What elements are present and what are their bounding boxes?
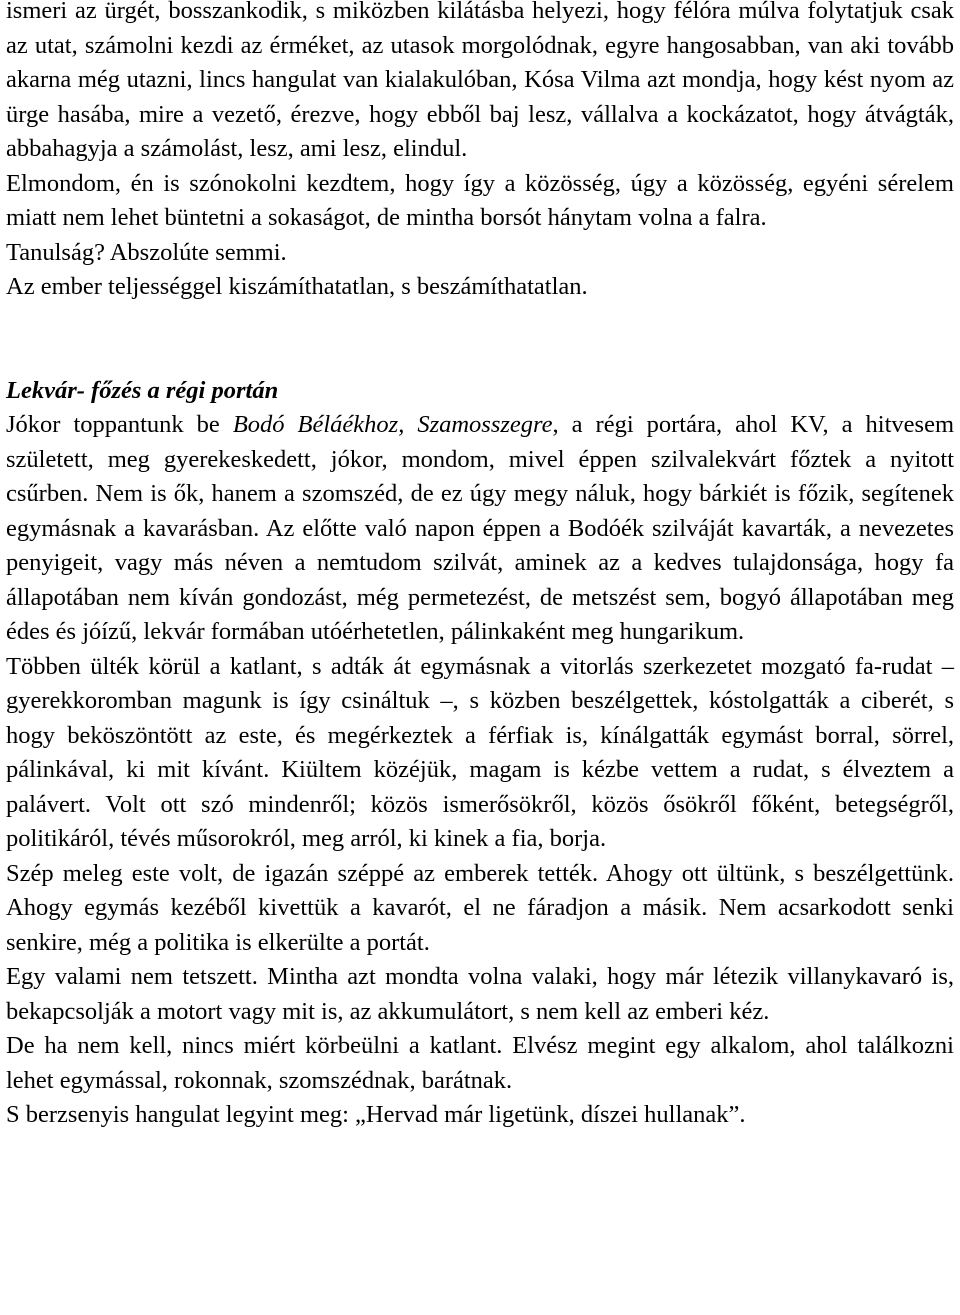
- section-lekvar-fozes: [6, 374, 954, 1133]
- paragraph: Szép meleg este volt, de igazán széppé az emberek tették. Ahogy ott ültünk, s beszélgettünk. Ahogy egymás kezéből kivettük a kavarót, el ne fáradjon a másik. Nem acsarkodott senki senkire, még a politika is elkerülte a portát.: [6, 859, 954, 956]
- italic-text-run: Bodó Béláékhoz, Szamosszegre: [232, 411, 553, 438]
- paragraph: S berzsenyis hangulat legyint meg: „Hervad már ligetünk, díszei hullanak”.: [6, 1101, 746, 1128]
- paragraph: Az ember teljességgel kiszámíthatatlan, s beszámíthatatlan.: [6, 273, 588, 300]
- text-run: Jókor toppantunk be: [6, 411, 233, 438]
- paragraph: ismeri az ürgét, bosszankodik, s miközben kilátásba helyezi, hogy félóra múlva folytatjuk csak az utat, számolni kezdi az érméket, az utasok morgolódnak, egyre hangosabban, van aki tovább akarna még utazni, lincs hangulat van kialakulóban, Kósa Vilma azt mondja, hogy kést nyom az ürge hasába, mire a vezető, érezve, hogy ebből baj lesz, vállalva a kockázatot, hogy átvágták, abbahagyja a számolást, lesz, ami lesz, elindul.: [6, 0, 954, 162]
- paragraph: Egy valami nem tetszett. Mintha azt mondta volna valaki, hogy már létezik villanykavaró is, bekapcsolják a motort vagy mit is, az akkumulátort, s nem kell az emberi kéz.: [6, 963, 954, 1025]
- paragraph: [6, 408, 954, 650]
- paragraph: Tanulság? Abszolúte semmi.: [6, 238, 287, 266]
- section-heading: Lekvár- főzés a régi portán: [6, 376, 279, 404]
- paragraph: De ha nem kell, nincs miért körbeülni a katlant. Elvész megint egy alkalom, ahol találkozni lehet egymással, rokonnak, szomszédnak, barátnak.: [6, 1032, 954, 1094]
- section-gap: [6, 305, 954, 374]
- section-previous-story: [6, 0, 954, 305]
- paragraph: Többen ülték körül a katlant, s adták át egymásnak a vitorlás szerkezetet mozgató fa-rudat – gyerekkoromban magunk is így csináltuk –, s közben beszélgettek, kóstolgatták a ciberét, s hogy beköszöntött az este, és megérkeztek a férfiak is, kínálgatták egymást borral, sörrel, pálinkával, ki mit kívánt. Kiültem közéjük, magam is kézbe vettem a rudat, s élveztem a palávert. Volt ott szó mindenről; közös ismerősökről, közös ősökről főként, betegségről, politikáról, tévés műsorokról, meg arról, ki kinek a fia, borja.: [6, 652, 954, 852]
- paragraph: Elmondom, én is szónokolni kezdtem, hogy így a közösség, úgy a közösség, egyéni sérelem miatt nem lehet büntetni a sokaságot, de mintha borsót hánytam volna a falra.: [6, 169, 954, 231]
- text-run: , a régi portára, ahol KV, a hitvesem született, meg gyerekeskedett, jókor, mondom, mivel éppen szilvalekvárt főztek a nyitott csűrben. Nem is ők, hanem a szomszéd, de ez úgy megy náluk, hogy bárkiét is főzik, segítenek egymásnak a kavarásban. Az előtte való napon éppen a Bodóék szilváját kavarták, a nevezetes penyigeit, vagy más néven a nemtudom szilvát, aminek az a kedves tulajdonsága, hogy fa állapotában nem kíván gondozást, még permetezést, de metszést sem, bogyó állapotában meg édes és jóízű, lekvár formában utóérhetetlen, pálinkaként meg hungarikum.: [6, 411, 954, 645]
